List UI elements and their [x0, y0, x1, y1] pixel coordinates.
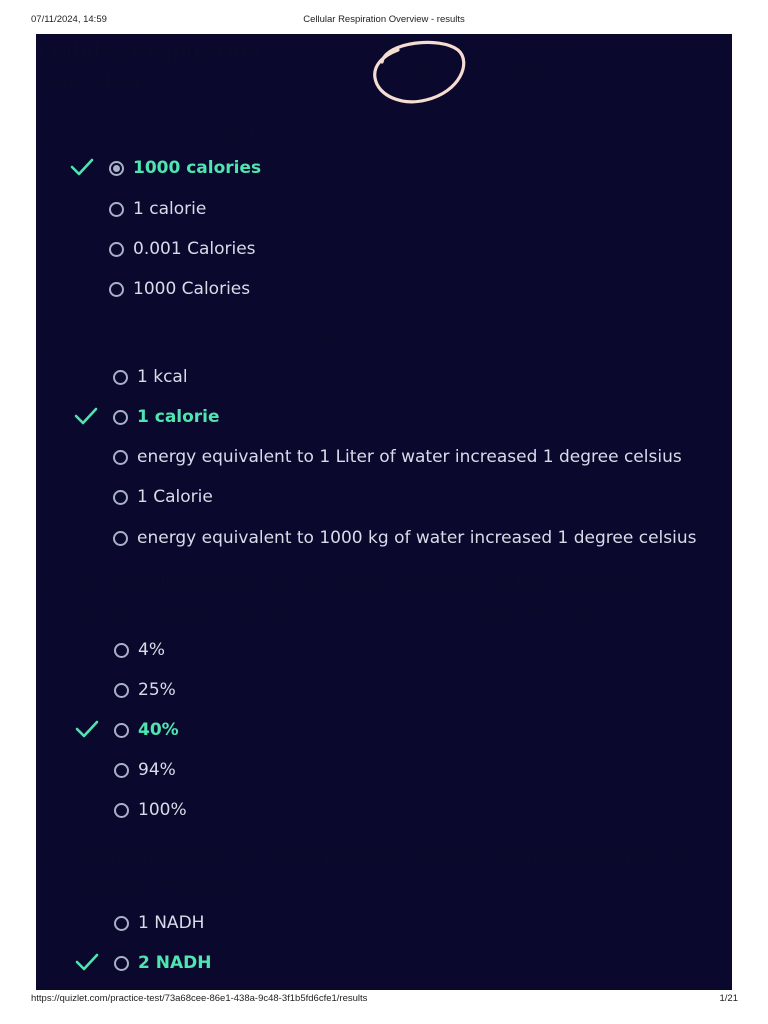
radio-icon [113, 490, 128, 505]
answer-option[interactable] [113, 404, 220, 430]
taken-by-value: Sino_N22 [671, 39, 732, 54]
answer-option[interactable] [114, 950, 211, 976]
answer-option[interactable] [113, 525, 696, 551]
taken-by-label: Taken by [513, 38, 575, 54]
radio-icon [109, 202, 124, 217]
option-label: 1 kcal [137, 367, 188, 387]
radio-icon [113, 450, 128, 465]
print-url: https://quizlet.com/practice-test/73a68cee-86e1-438a-9c48-3f1b5fd6cfe1/results [31, 993, 368, 1004]
option-label: 25% [138, 680, 176, 700]
score-percent: 1% [400, 54, 436, 79]
option-label: 1 calorie [133, 199, 207, 219]
option-label: energy equivalent to 1000 kg of water increased 1 degree celsius [137, 528, 697, 548]
answer-option[interactable] [109, 155, 261, 181]
answer-option[interactable] [114, 717, 179, 743]
option-label: 1 Calorie [137, 487, 213, 507]
print-footer [0, 993, 768, 1009]
radio-icon [114, 723, 129, 738]
correct-check-icon [74, 406, 98, 426]
print-doc-title: Cellular Respiration Overview - results [303, 14, 465, 25]
results-sheet [36, 34, 732, 990]
answer-option[interactable] [114, 637, 165, 663]
radio-icon [109, 242, 124, 257]
print-datetime: 07/11/2024, 14:59 [31, 14, 107, 25]
option-label: 100% [138, 800, 187, 820]
correct-check-icon [70, 157, 94, 177]
page-title: Cellular Respiration Overview [38, 39, 262, 93]
answer-option[interactable] [113, 364, 188, 390]
option-label: 1 calorie [137, 407, 220, 427]
option-label: 40% [138, 720, 179, 740]
option-label: energy equivalent to 1 Liter of water increased 1 degree celsius [137, 447, 682, 467]
radio-icon [113, 531, 128, 546]
radio-icon [114, 763, 129, 778]
answer-option[interactable] [114, 677, 176, 703]
question-text: One kilocalorie is equal to [71, 119, 292, 139]
answer-option[interactable] [114, 797, 187, 823]
answer-option[interactable] [113, 444, 682, 470]
option-label: 4% [138, 640, 165, 660]
answer-option[interactable] [109, 276, 250, 302]
option-label: 1000 calories [133, 158, 262, 178]
question-text: The overall efficiency rate of cellular respiration, or the amount of glucose's potential energy extracted as ATP, is approximately [75, 574, 638, 620]
option-label: 1000 Calories [133, 279, 251, 299]
print-page-number: 1/21 [719, 993, 738, 1004]
correct-check-icon [75, 952, 99, 972]
answer-option[interactable] [113, 484, 213, 510]
radio-icon [114, 803, 129, 818]
question-number: 3. [38, 574, 55, 594]
option-label: 0.001 Calories [133, 239, 256, 259]
radio-icon [113, 410, 128, 425]
radio-icon [109, 161, 124, 176]
answer-option[interactable] [109, 236, 256, 262]
option-label: 2 NADH [138, 953, 212, 973]
radio-icon [114, 643, 129, 658]
answer-option[interactable] [109, 196, 206, 222]
score-value: 1 / 77 [694, 63, 732, 78]
correct-check-icon [75, 719, 99, 739]
question-text: 1 kilocalorie is all of the following except [74, 327, 421, 347]
radio-icon [114, 683, 129, 698]
question-number: 4. [38, 848, 55, 868]
option-label: 1 NADH [138, 913, 205, 933]
answer-option[interactable] [114, 910, 204, 936]
radio-icon [114, 916, 129, 931]
score-label: Score [513, 62, 553, 78]
radio-icon [114, 956, 129, 971]
radio-icon [109, 282, 124, 297]
radio-icon [113, 370, 128, 385]
question-number: 1. [38, 119, 55, 139]
answer-option[interactable] [114, 757, 176, 783]
question-text: During glycolysis, how many molecules of NADH are generated from one molecule of glucose? [75, 848, 697, 894]
print-header [0, 14, 768, 30]
question-number: 2. [38, 327, 55, 347]
option-label: 94% [138, 760, 176, 780]
